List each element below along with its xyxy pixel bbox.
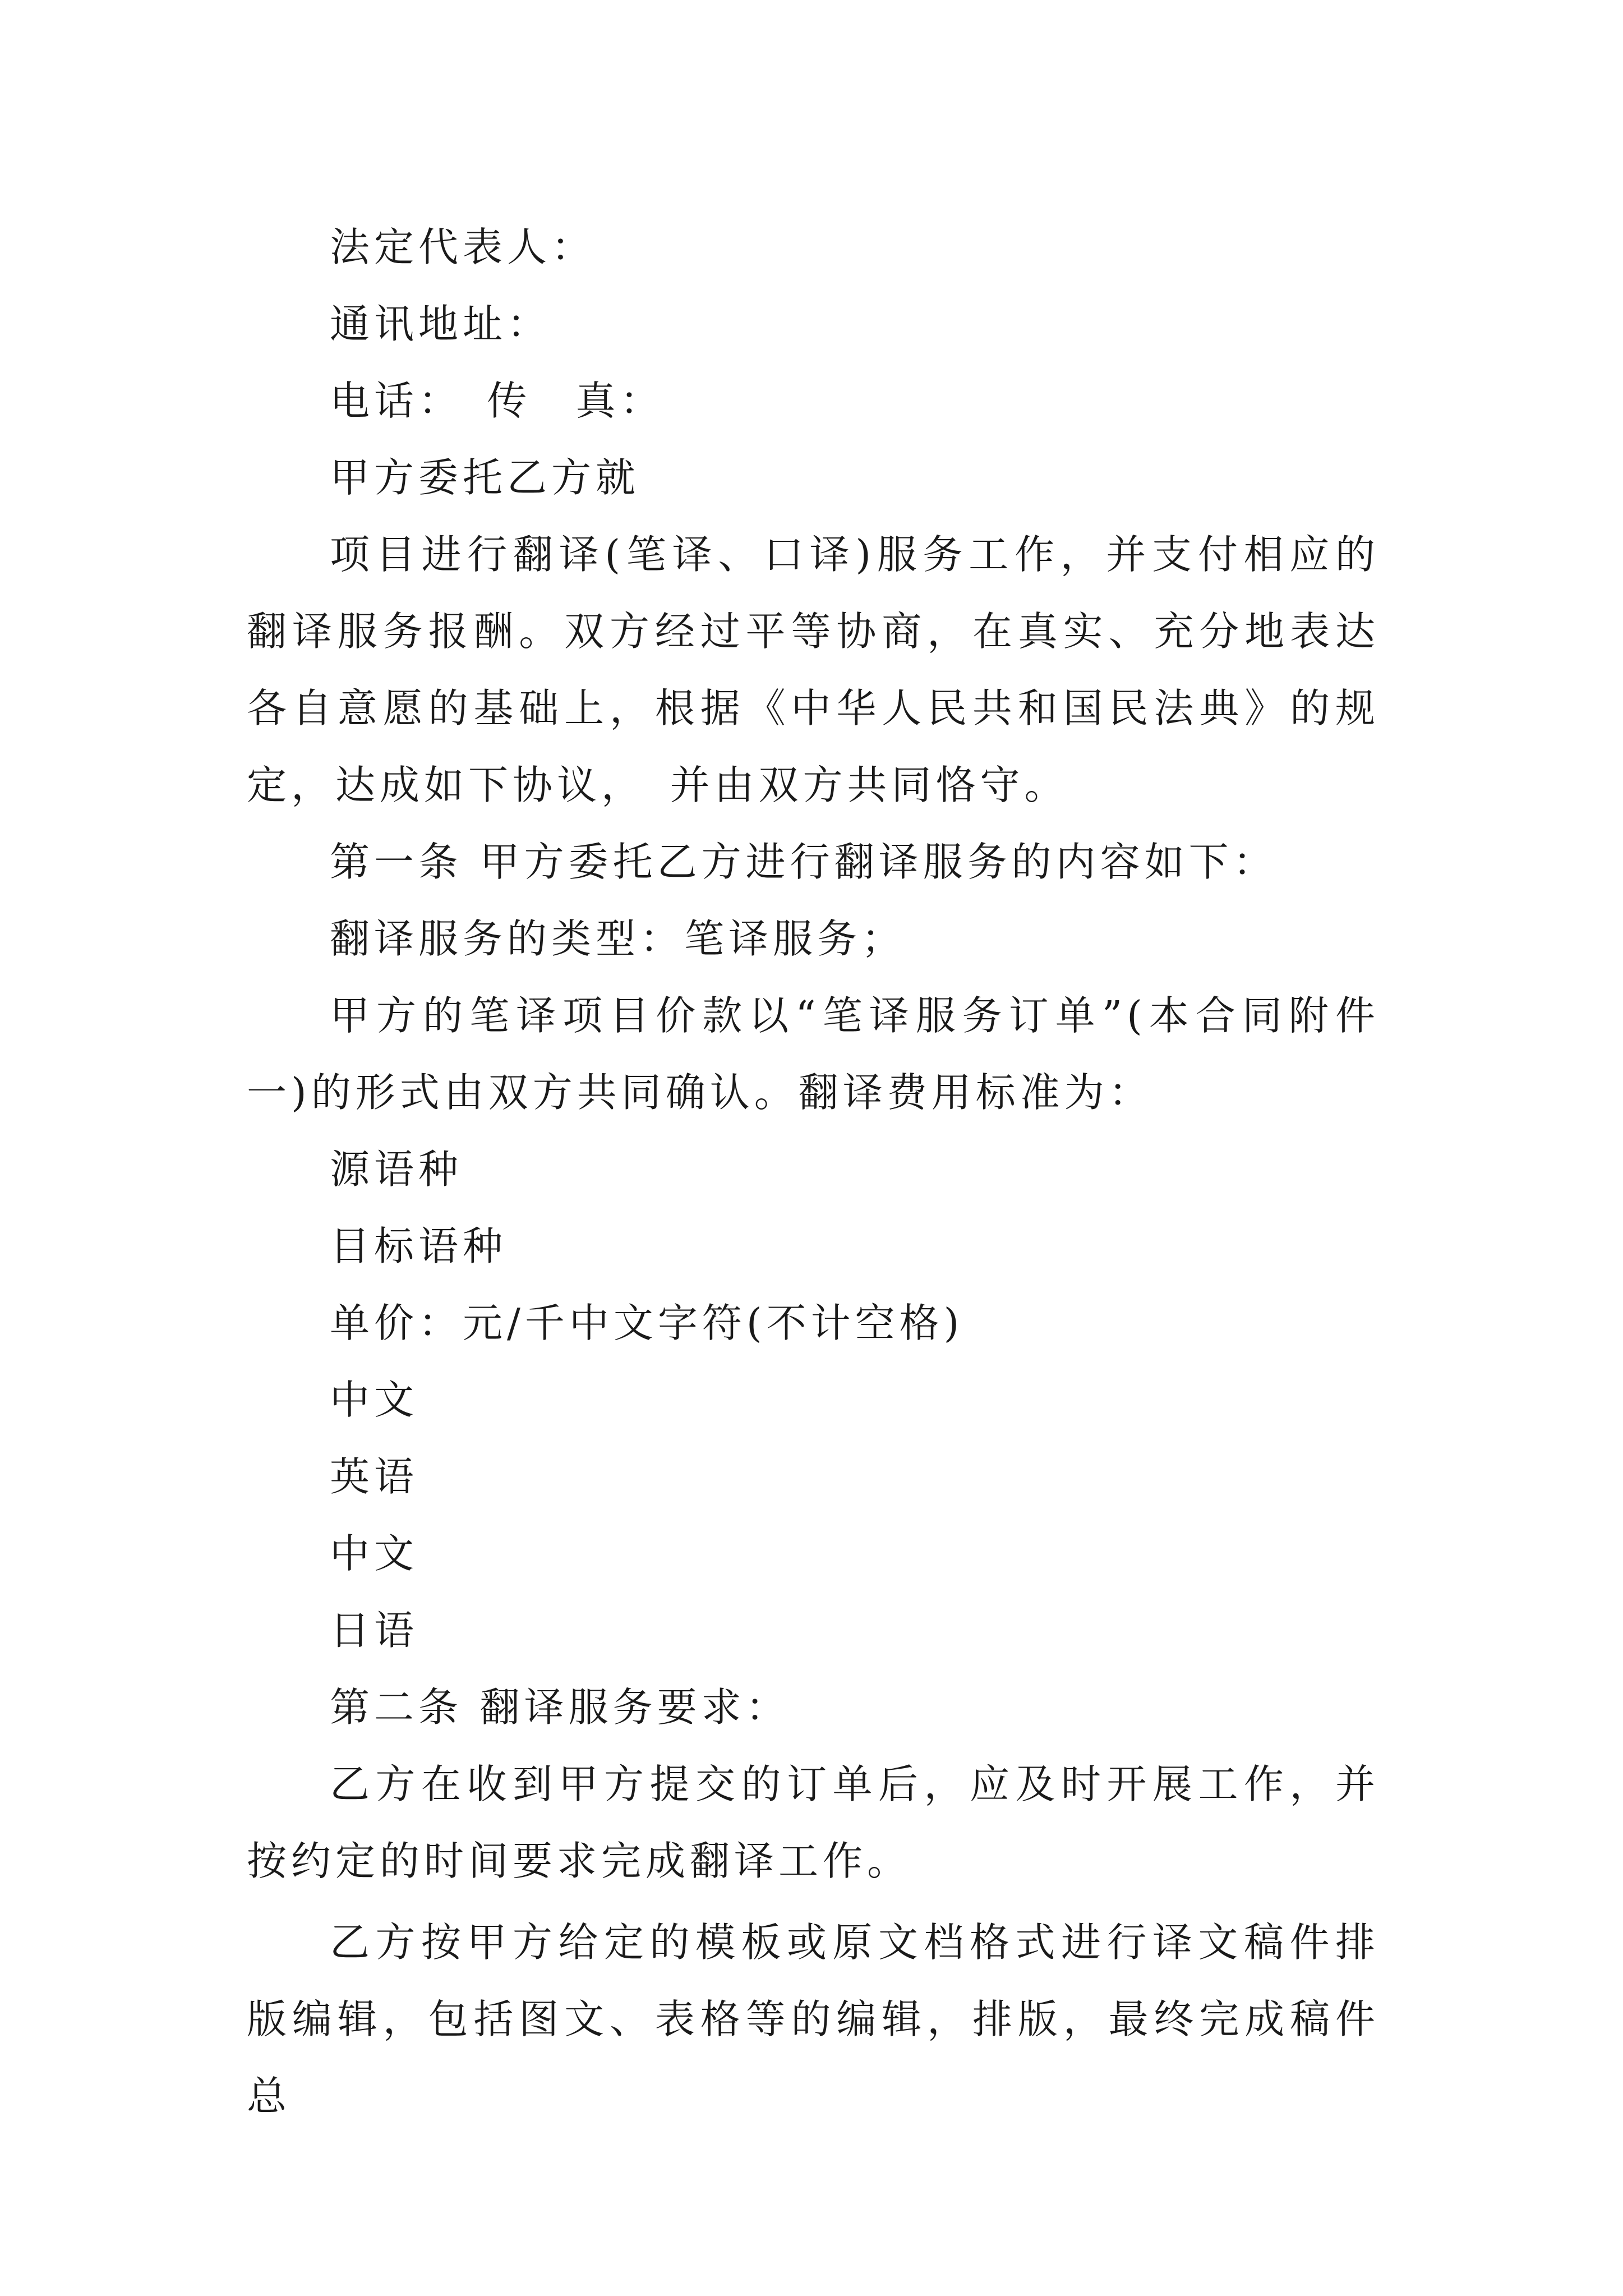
paragraph-service-type: 翻译服务的类型：笔译服务； bbox=[330, 915, 906, 962]
paragraph-legal-representative: 法定代表人： bbox=[330, 224, 596, 270]
paragraph-formatting: 乙方按甲方给定的模板或原文档格式进行译文稿件排版编辑，包括图文、表格等的编辑，排版，最终完成稿件总 bbox=[247, 1919, 1380, 2119]
paragraph-order-timing: 乙方在收到甲方提交的订单后，应及时开展工作，并按约定的时间要求完成翻译工作。 bbox=[247, 1761, 1380, 1884]
paragraph-target-language: 目标语种 bbox=[330, 1223, 508, 1269]
document-body bbox=[247, 209, 1380, 2134]
paragraph-language-chinese-1: 中文 bbox=[330, 1377, 419, 1423]
paragraph-project-description: 项目进行翻译(笔译、口译)服务工作，并支付相应的翻译服务报酬。双方经过平等协商，在真实、充分地表达各自意愿的基础上，根据《中华人民共和国民法典》的规定，达成如下协议， 并由双方共同恪守。 bbox=[247, 531, 1380, 808]
paragraph-article-one: 第一条 甲方委托乙方进行翻译服务的内容如下： bbox=[330, 839, 1278, 885]
paragraph-language-chinese-2: 中文 bbox=[330, 1530, 419, 1577]
paragraph-commission: 甲方委托乙方就 bbox=[330, 454, 640, 501]
paragraph-unit-price: 单价：元/千中文字符(不计空格) bbox=[330, 1300, 964, 1346]
paragraph-phone-fax: 电话： 传 真： bbox=[330, 378, 665, 424]
paragraph-article-two: 第二条 翻译服务要求： bbox=[330, 1684, 790, 1731]
paragraph-mailing-address: 通讯地址： bbox=[330, 301, 552, 347]
paragraph-price-confirmation: 甲方的笔译项目价款以“笔译服务订单”(本合同附件一)的形式由双方共同确认。翻译费用标准为： bbox=[247, 992, 1380, 1116]
paragraph-language-japanese: 日语 bbox=[330, 1607, 419, 1654]
paragraph-source-language: 源语种 bbox=[330, 1146, 463, 1193]
paragraph-language-english: 英语 bbox=[330, 1453, 419, 1500]
